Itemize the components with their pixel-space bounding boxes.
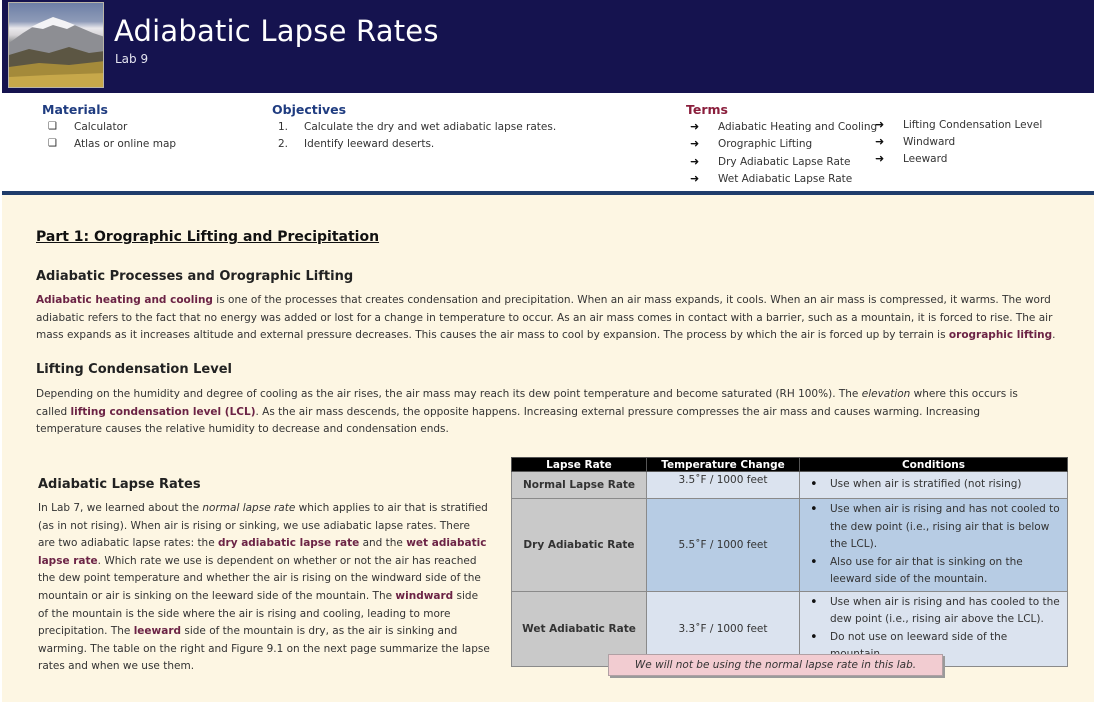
section-heading: Adiabatic Processes and Orographic Lifting [36, 269, 354, 284]
checkbox-icon: ❑ [48, 138, 57, 149]
objective-number: 1. [278, 121, 289, 133]
materials-item: Atlas or online map [74, 138, 177, 150]
condition-item: • Use when air is stratified (not rising) [800, 476, 1063, 494]
condition-item: • Use when air is rising and has cooled to the dew point (i.e., rising air above the LCL). [800, 594, 1063, 629]
lab-number: Lab 9 [115, 52, 149, 66]
arrow-right-icon: ➜ [875, 118, 885, 131]
term-item: Windward [903, 136, 956, 148]
header-banner [2, 0, 1094, 93]
objective-item: Calculate the dry and wet adiabatic lapse rates. [304, 121, 557, 133]
term-highlight: orographic lifting [948, 329, 1053, 342]
paragraph: In Lab 7, we learned about the normal lapse rate which applies to air that is stratified (as in not rising). When air is rising or sinking, we use adiabatic lapse rates. There are two adiabatic lapse rates: the dry adiabatic lapse rate and the wet adiabatic lapse rate. Which rate we use is dependent on whether or not the air has reached the dew point temperature and whether the air is rising on the windward side of the mountain or air is sinking on the leeward side of the mountain. The windward side of the mountain is the side where the air is rising and cooling, leading to more precipitation. The leeward side of the mountain is dry, as the air is sinking and warming. The table on the right and Figure 9.1 on the next page summarize the lapse rates and when we use them. [38, 502, 490, 673]
table-row [512, 499, 1068, 592]
materials-item: Calculator [74, 121, 128, 133]
conditions-cell [800, 472, 1068, 499]
page-title: Adiabatic Lapse Rates [114, 14, 439, 48]
table-row [512, 472, 1068, 499]
paragraph: Adiabatic heating and cooling is one of the processes that creates condensation and precipitation. When an air mass expands, it cools. When an air mass is compressed, it warms. The word adiabatic refers to the fact that no energy was added or lost for a change in temperature to occur. As an air mass comes in contact with a barrier, such as a mountain, it is forced to rise. The air mass expands as it increases altitude and external pressure decreases. This causes the air mass to cool by expansion. The process by which the air is forced up by terrain is orographic lifting. [36, 294, 1056, 342]
term-item: Dry Adiabatic Lapse Rate [718, 156, 851, 168]
term-highlight: windward [395, 589, 454, 602]
mountain-photo [8, 2, 104, 88]
condition-item: • Do not use on leeward side of the [800, 629, 1063, 664]
term-item: Wet Adiabatic Lapse Rate [718, 173, 853, 185]
note-callout: We will not be using the normal lapse rate in this lab. [608, 654, 943, 676]
rate-name: Dry Adiabatic Rate [512, 499, 647, 592]
arrow-right-icon: ➜ [690, 137, 700, 150]
checkbox-icon: ❑ [48, 121, 57, 132]
term-highlight: leeward [133, 625, 182, 638]
objectives-title: Objectives [272, 102, 347, 117]
condition-item: • Use when air is rising and has not cooled to the dew point (i.e., rising air that is below the LCL). [800, 501, 1063, 554]
term-highlight: dry adiabatic lapse rate [218, 537, 360, 550]
paragraph: Depending on the humidity and degree of cooling as the air rises, the air mass may reach its dew point temperature and become saturated (RH 100%). The elevation where this occurs is called lifting condensation level (LCL). As the air mass descends, the opposite happens. Increasing external pressure compresses the air mass and causes warming. Increasing temperature causes the relative humidity to decrease and condensation ends. [36, 388, 1018, 436]
arrow-right-icon: ➜ [690, 155, 700, 168]
arrow-right-icon: ➜ [875, 152, 885, 165]
arrow-right-icon: ➜ [875, 135, 885, 148]
term-highlight: lifting condensation level (LCL) [70, 405, 256, 418]
term-item: Leeward [903, 153, 948, 165]
objective-number: 2. [278, 138, 289, 150]
rate-name: Normal Lapse Rate [512, 472, 647, 499]
term-highlight: Adiabatic heating and cooling [36, 294, 213, 306]
materials-title: Materials [42, 102, 108, 117]
lapse-rate-table [511, 457, 1068, 667]
section-heading: Adiabatic Lapse Rates [38, 477, 201, 492]
part-heading: Part 1: Orographic Lifting and Precipitation [36, 229, 380, 245]
temp-change: 3.5˚F / 1000 feet [647, 472, 800, 499]
term-highlight: wet adiabatic lapse rate [38, 537, 487, 567]
arrow-right-icon: ➜ [690, 172, 700, 185]
objective-item: Identify leeward deserts. [304, 138, 435, 150]
conditions-cell [800, 499, 1068, 592]
terms-title: Terms [686, 102, 728, 117]
condition-item: • Also use for air that is sinking on the leeward side of the mountain. [800, 554, 1063, 589]
term-item: Orographic Lifting [718, 138, 813, 150]
term-item: Adiabatic Heating and Cooling [718, 121, 878, 133]
temp-change: 5.5˚F / 1000 feet [647, 499, 800, 592]
temp-change: 3.3˚F / 1000 feet [647, 591, 800, 666]
table-header: Conditions [800, 458, 1068, 472]
rate-name: Wet Adiabatic Rate [512, 591, 647, 666]
table-header: Temperature Change [647, 458, 800, 472]
arrow-right-icon: ➜ [690, 120, 700, 133]
lab-content [2, 195, 1094, 702]
section-heading: Lifting Condensation Level [36, 362, 232, 377]
table-header: Lapse Rate [512, 458, 647, 472]
info-band [2, 93, 1094, 191]
term-item: Lifting Condensation Level [903, 119, 1043, 131]
